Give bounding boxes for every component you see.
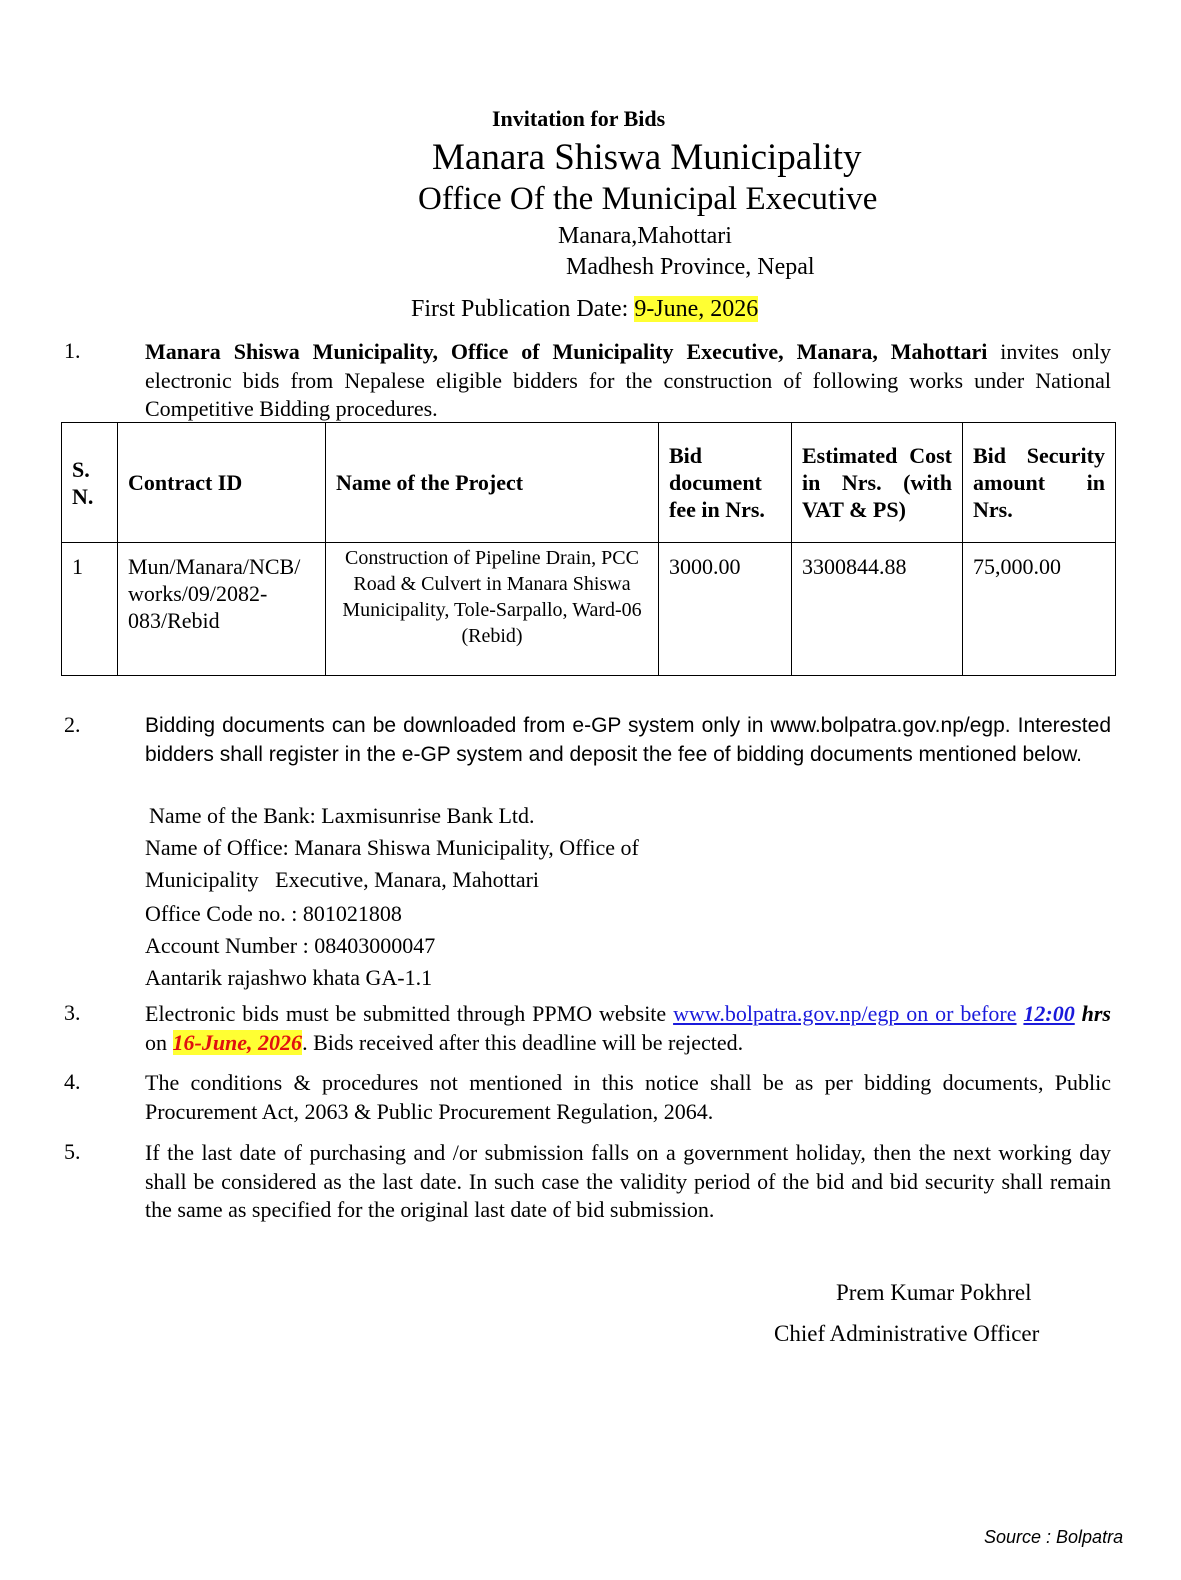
address-line-2: Madhesh Province, Nepal [566, 254, 815, 280]
cell-sn: 1 [62, 543, 118, 676]
table-row [62, 543, 1116, 676]
cell-cost: 3300844.88 [792, 543, 963, 676]
bank-office-line-1: Name of Office: Manara Shiswa Municipality, Office of [145, 835, 639, 860]
section-number-4: 4. [64, 1069, 81, 1094]
publication-date-label: First Publication Date: [411, 296, 635, 322]
section-3-text-a: Electronic bids must be submitted through PPMO website [145, 1001, 674, 1026]
section-2-text: Bidding documents can be downloaded from e-GP system only in www.bolpatra.gov.np/egp. Interested bidders shall register in the e-GP system and deposit the fee of bidding documents mentioned below. [145, 714, 1111, 766]
table-header-row [62, 423, 1116, 543]
section-number-5: 5. [64, 1139, 81, 1164]
bank-name: Name of the Bank: Laxmisunrise Bank Ltd. [149, 803, 535, 828]
header-security: Bid Security amount in Nrs. [963, 423, 1116, 543]
header-project: Name of the Project [326, 423, 659, 543]
section-5-text: If the last date of purchasing and /or submission falls on a government holiday, then the next working day shall be considered as the last date. In such case the validity period of the bid and bid security shall remain the same as specified for the original last date of bid submission. [145, 1140, 1111, 1222]
cell-project: Construction of Pipeline Drain, PCC Road & Culvert in Manara Shiswa Municipality, Tole-Sarpallo, Ward-06 (Rebid) [326, 543, 659, 676]
section-3-text-b: . Bids received after this deadline will be rejected. [302, 1029, 744, 1055]
source-credit: Source : Bolpatra [984, 1527, 1124, 1547]
publication-date-value: 9-June, 2026 [634, 296, 759, 322]
section-number-3: 3. [64, 1000, 81, 1025]
section-number-2: 2. [64, 712, 81, 737]
section-1-body: invites only electronic bids from Nepalese eligible bidders for the construction of following works under National Competitive Bidding procedures. [145, 339, 1111, 421]
hrs-label: hrs [1074, 1001, 1111, 1026]
office-name: Office Of the Municipal Executive [418, 181, 878, 217]
office-code: Office Code no. : 801021808 [145, 901, 402, 926]
deadline-date: 16-June, 2026 [172, 1029, 303, 1055]
municipality-name: Manara Shiswa Municipality [432, 137, 862, 178]
bid-table [61, 422, 1116, 676]
signer-title: Chief Administrative Officer [774, 1321, 1040, 1346]
signer-name: Prem Kumar Pokhrel [836, 1280, 1032, 1305]
section-number-1: 1. [64, 338, 81, 363]
section-1-text [145, 338, 1111, 424]
section-1-lead: Manara Shiswa Municipality, Office of Municipality Executive, Manara, Mahottari [145, 339, 988, 364]
account-number: Account Number : 08403000047 [145, 933, 436, 958]
address-line-1: Manara,Mahottari [558, 223, 732, 249]
header-fee: Bid document fee in Nrs. [659, 423, 792, 543]
bank-office-line-2: Municipality Executive, Manara, Mahottari [145, 867, 540, 892]
section-4-text: The conditions & procedures not mentioned in this notice shall be as per bidding documents, Public Procurement Act, 2063 & Public Procurement Regulation, 2064. [145, 1070, 1111, 1124]
header-sn: S. N. [62, 423, 118, 543]
notice-title: Invitation for Bids [492, 106, 666, 131]
header-contract-id: Contract ID [118, 423, 326, 543]
publication-date [411, 296, 758, 323]
cell-security: 75,000.00 [963, 543, 1116, 676]
cell-contract-id: Mun/Manara/NCB/ works/09/2082-083/Rebid [118, 543, 326, 676]
on-label: on [145, 1029, 173, 1055]
deadline-time-link[interactable]: 12:00 [1023, 1001, 1075, 1026]
cell-fee: 3000.00 [659, 543, 792, 676]
bolpatra-link[interactable]: www.bolpatra.gov.np/egp on or before [673, 1001, 1017, 1026]
revenue-account: Aantarik rajashwo khata GA-1.1 [145, 965, 433, 990]
header-cost: Estimated Cost in Nrs. (with VAT & PS) [792, 423, 963, 543]
section-3-text [145, 1000, 1111, 1057]
